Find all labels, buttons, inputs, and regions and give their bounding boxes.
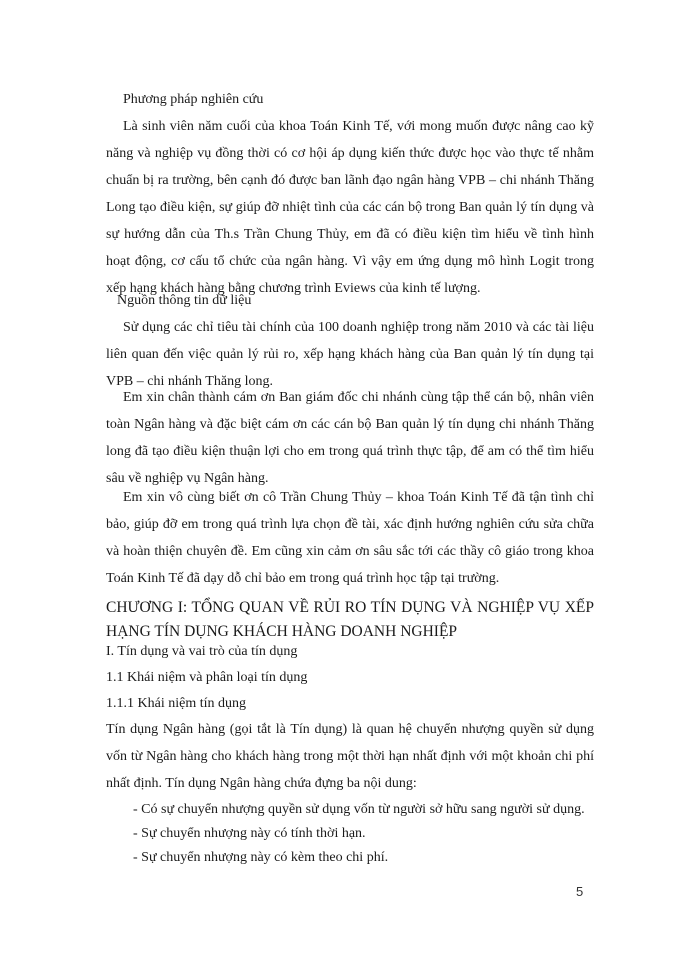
paragraph-credit-definition: Tín dụng Ngân hàng (gọi tắt là Tín dụng) là quan hệ chuyển nhượng quyền sử dụng vốn từ Ngân hàng cho khách hàng trong một thời hạn nhất định với một khoản chi phí nhất định. Tín dụng Ngân hàng chứa đựng ba nội dung:: [106, 722, 594, 791]
paragraph-thanks-supervisor: Em xin vô cùng biết ơn cô Trần Chung Thủy – khoa Toán Kinh Tế đã tận tình chỉ bảo, giúp đỡ em trong quá trình lựa chọn đề tài, xác định hướng nghiên cứu sửa chữa và hoàn thiện chuyên đề. Em cũng xin cảm ơn sâu sắc tới các thầy cô giáo trong khoa Toán Kinh Tế đã dạy dỗ chỉ bảo em trong quá trình học tập tại trường.: [106, 490, 594, 586]
paragraph-method: Là sinh viên năm cuối của khoa Toán Kinh Tế, với mong muốn được nâng cao kỹ năng và nghiệp vụ đồng thời có cơ hội áp dụng kiến thức được học vào thực tế nhằm chuẩn bị ra trường, bên cạnh đó được ban lãnh đạo ngân hàng VPB – chi nhánh Thăng Long tạo điều kiện, sự giúp đỡ nhiệt tình của các cán bộ trong Ban quản lý tín dụng và sự hướng dẫn của Th.s Trần Chung Thủy, em đã có điều kiện tìm hiểu về tình hình hoạt động, cơ cấu tổ chức của ngân hàng. Vì vậy em ứng dụng mô hình Logit trong xếp hạng khách hàng bằng chương trình Eviews của kinh tế lượng.: [106, 119, 594, 296]
heading-section-1-1-1: 1.1.1 Khái niệm tín dụng: [106, 696, 246, 711]
list-item: - Sự chuyển nhượng này có tính thời hạn.: [133, 826, 366, 841]
heading-section-1-1: 1.1 Khái niệm và phân loại tín dụng: [106, 670, 308, 685]
paragraph-thanks-branch: Em xin chân thành cám ơn Ban giám đốc chi nhánh cùng tập thể cán bộ, nhân viên toàn Ngân hàng và đặc biệt cám ơn các cán bộ Ban quản lý tín dụng chi nhánh Thăng long đã tạo điều kiện thuận lợi cho em trong quá trình thực tập, để am có thể tìm hiểu sâu về nghiệp vụ Ngân hàng.: [106, 390, 594, 486]
list-item: - Sự chuyển nhượng này có kèm theo chi phí.: [133, 850, 389, 865]
section-heading-method: Phương pháp nghiên cứu: [123, 92, 264, 107]
page-number: 5: [576, 884, 584, 899]
heading-section-1: I. Tín dụng và vai trò của tín dụng: [106, 644, 298, 659]
section-heading-data-source: Nguồn thông tin dữ liệu: [117, 293, 252, 308]
list-item: - Có sự chuyển nhượng quyền sử dụng vốn từ người sở hữu sang người sử dụng.: [133, 802, 585, 817]
chapter-title: CHƯƠNG I: TỔNG QUAN VỀ RỦI RO TÍN DỤNG VÀ NGHIỆP VỤ XẾP HẠNG TÍN DỤNG KHÁCH HÀNG DOANH NGHIỆP: [106, 599, 594, 640]
paragraph-data-source: Sử dụng các chỉ tiêu tài chính của 100 doanh nghiệp trong năm 2010 và các tài liệu liên quan đến việc quản lý rủi ro, xếp hạng khách hàng của Ban quản lý tín dụng tại VPB – chi nhánh Thăng long.: [106, 320, 594, 389]
